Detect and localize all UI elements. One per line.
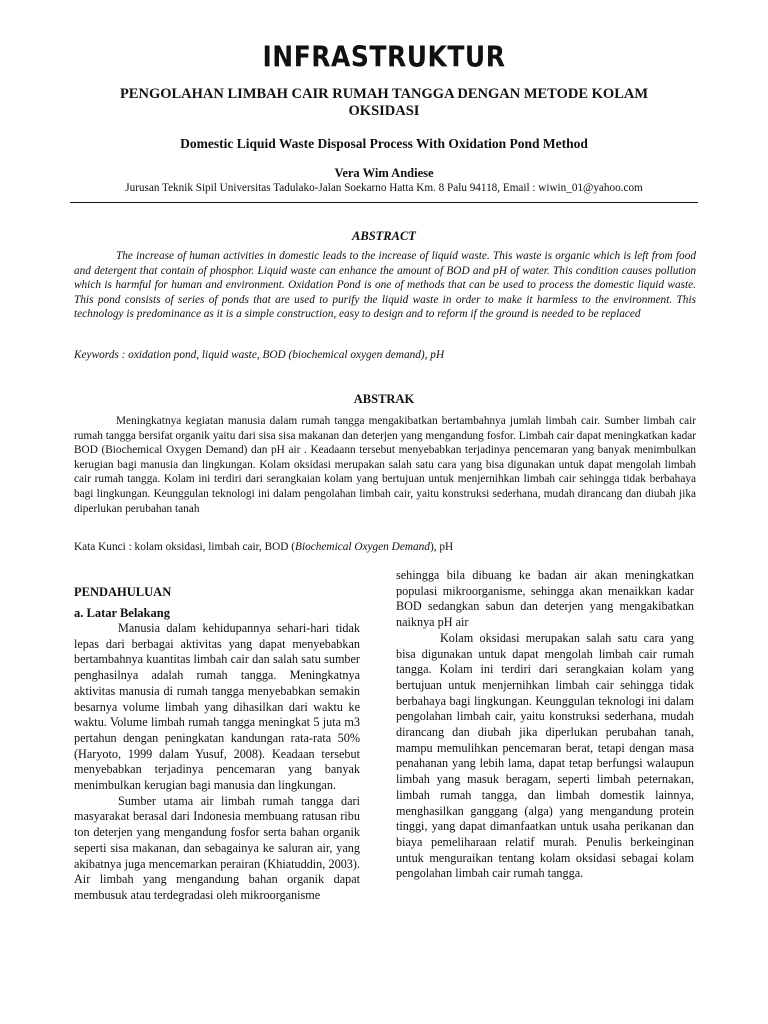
body-column-right: [396, 568, 694, 882]
abstract-keywords: Keywords : oxidation pond, liquid waste, BOD (biochemical oxygen demand), pH: [74, 349, 445, 361]
abstract-text: The increase of human activities in domestic leads to the increase of liquid waste. This waste is organic which is left from food and detergent that contain of phosphor. Liquid waste can enhance the amount of BOD and pH of water. This condition causes pollution which is harmful for human and environment. Oxidation Pond is one of methods that can be used to process the domestic liquid waste. This pond consists of series of ponds that are used to purify the liquid waste in order to make it harmless to the environment. This technology is predominance as it is a simple construction, easy to design and to reform if the ground is needed to be replaced: [74, 250, 696, 321]
journal-name: INFRASTRUKTUR: [262, 39, 506, 74]
body-column-left: [74, 584, 360, 904]
author-affiliation: Jurusan Teknik Sipil Universitas Tadulako-Jalan Soekarno Hatta Km. 8 Palu 94118, Email : wiwin_01@yahoo.com: [125, 182, 643, 194]
keywords-prefix: Kata Kunci : kolam oksidasi, limbah cair, BOD (: [74, 541, 296, 553]
body-paragraph-1: Manusia dalam kehidupannya sehari-hari tidak lepas dari berbagai aktivitas yang dapat menyebabkan bertambahnya kuantitas limbah cair dan salah satu sumber penghasilnya adalah rumah tangga. Meningkatnya aktivitas manusia di rumah tangga menyebabkan semakin besarnya volume limbah yang dihasilkan dari waktu ke waktu. Volume limbah rumah tangga meningkat 5 juta m3 pertahun dengan peningkatan kandungan rata-rata 50% (Haryoto, 1999 dalam Yusuf, 2008). Keadaan tersebut menyebabkan terjadinya pencemaran yang banyak menimbulkan kerugian bagi manusia dan lingkungan.: [74, 621, 360, 793]
body-paragraph-3: sehingga bila dibuang ke badan air akan meningkatkan populasi mikroorganisme, sehingga akan menaikkan kadar BOD sedangkan sabun dan deterjen yang mengakibatkan naiknya pH air: [396, 568, 694, 630]
abstrak-text: Meningkatnya kegiatan manusia dalam rumah tangga mengakibatkan bertambahnya jumlah limbah cair. Sumber limbah cair rumah tangga bersifat organik yaitu dari sisa sisa makanan dan deterjen yang mengandung fosfor. Limbah cair dapat meningkatkan kadar BOD (Biochemical Oxygen Demand) dan pH air . Keadaann tersebut menyebabkan terjadinya pencemaran yang banyak menimbulkan kerugian bagi manusia dan lingkungan. Kolam oksidasi merupakan salah satu cara yang bisa digunakan untuk dapat mengolah limbah cair rumah tangga. Kolam ini terdiri dari serangkaian kolam yang bertujuan untuk menjernihkan limbah cair sehingga tidak berbahaya bagi lingkungan. Keunggulan teknologi ini dalam pengolahan limbah cair, yaitu konstruksi sederhana, mudah dirancang dan diubah jika diperlukan perubahan tanah: [74, 415, 696, 515]
body-paragraph-4: Kolam oksidasi merupakan salah satu cara yang bisa digunakan untuk dapat mengolah limbah cair rumah tangga. Kolam ini terdiri dari serangkaian kolam yang bertujuan untuk menjernihkan limbah cair sehingga tidak berbahaya bagi lingkungan. Keunggulan teknologi ini dalam pengolahan limbah cair, yaitu konstruksi sederhana, mudah dirancang dan diubah jika diperlukan perubahan tanah, mampu memulihkan pencemaran berat, tetapi dengan masa penahanan yang lebih lama, dapat tetap berfungsi walaupun limbah yang masuk beragam, seperti limbah peternakan, limbah rumah tangga, dan limbah domestik lainnya, menghasilkan ganggang (alga) yang mengandung protein tinggi, yang dapat dimanfaatkan untuk usaha perikanan dan biaya pemeliharaan relatif murah. Penulis berkeinginan untuk menguraikan tentang kolam oksidasi sebagai kolam pengolahan limbah cair rumah tangga.: [396, 630, 694, 881]
author-name: Vera Wim Andiese: [334, 166, 434, 180]
section-heading: PENDAHULUAN: [74, 585, 172, 599]
subsection-heading: a. Latar Belakang: [74, 606, 170, 620]
abstrak-heading: ABSTRAK: [353, 392, 415, 406]
paper-title: PENGOLAHAN LIMBAH CAIR RUMAH TANGGA DENGAN METODE KOLAM OKSIDASI: [119, 86, 649, 119]
abstract-heading: ABSTRACT: [352, 229, 416, 243]
keywords-italic-term: Biochemical Oxygen Demand: [295, 541, 430, 553]
abstrak-keywords: [74, 541, 696, 553]
keywords-suffix: ), pH: [429, 541, 454, 553]
body-paragraph-2: Sumber utama air limbah rumah tangga dari masyarakat berasal dari Indonesia membuang ratusan ribu ton deterjen yang mengandung fosfor serta bahan organik seperti sisa makanan, dan sebagainya ke saluran air, yang akibatnya juga mencemarkan perairan (Khiatuddin, 2003). Air limbah yang mengandung bahan organik dapat membusuk atau terdegradasi oleh mikroorganisme: [74, 793, 360, 902]
paper-title-english: Domestic Liquid Waste Disposal Process With Oxidation Pond Method: [180, 136, 588, 151]
header-divider: [70, 202, 698, 203]
